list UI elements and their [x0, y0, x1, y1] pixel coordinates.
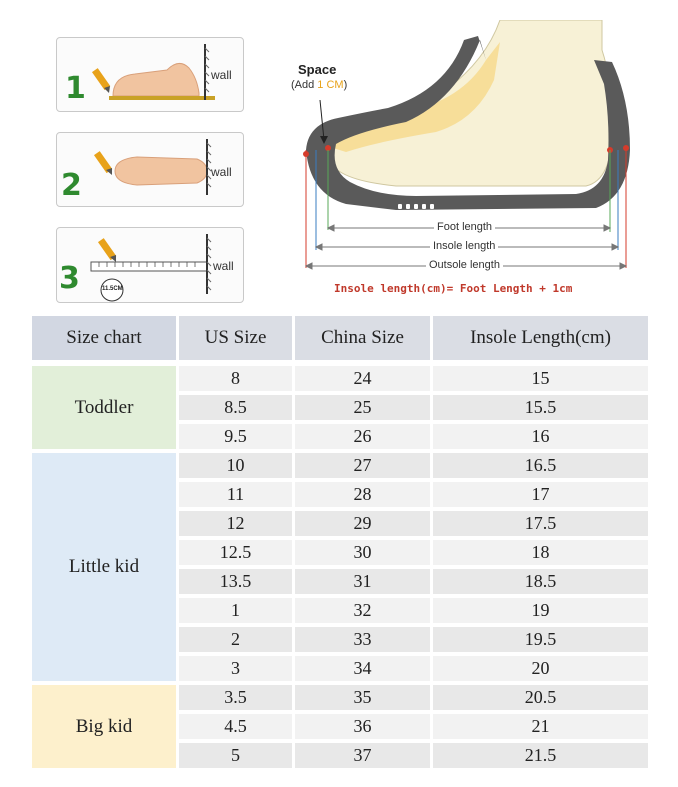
us-size-cell: 5 [179, 741, 292, 770]
china-size-cell: 29 [295, 509, 430, 538]
china-size-cell: 34 [295, 654, 430, 683]
group-label-big-kid: Big kid [32, 683, 176, 770]
us-size-cell: 8.5 [179, 393, 292, 422]
foot-top-icon [115, 157, 207, 185]
us-size-cell: 2 [179, 625, 292, 654]
us-size-cell: 1 [179, 596, 292, 625]
insole-length-cell: 18 [433, 538, 648, 567]
header-size-chart: Size chart [32, 316, 176, 364]
insole-formula: Insole length(cm)= Foot Length + 1cm [334, 282, 573, 295]
us-size-cell: 13.5 [179, 567, 292, 596]
insole-length-cell: 15.5 [433, 393, 648, 422]
step-3-panel [56, 227, 244, 303]
us-size-cell: 10 [179, 451, 292, 480]
china-size-cell: 30 [295, 538, 430, 567]
china-size-cell: 28 [295, 480, 430, 509]
insole-length-cell: 21.5 [433, 741, 648, 770]
table-row [32, 364, 648, 393]
china-size-cell: 27 [295, 451, 430, 480]
china-size-cell: 37 [295, 741, 430, 770]
group-label-little-kid: Little kid [32, 451, 176, 683]
insole-diagram [286, 20, 636, 305]
insole-length-cell: 18.5 [433, 567, 648, 596]
insole-length-cell: 17.5 [433, 509, 648, 538]
insole-length-cell: 20 [433, 654, 648, 683]
size-chart-table [29, 316, 651, 770]
table-header-row [32, 316, 648, 364]
insole-length-cell: 16.5 [433, 451, 648, 480]
insole-length-cell: 19.5 [433, 625, 648, 654]
insole-length-label: Insole length [430, 240, 498, 253]
insole-length-cell: 20.5 [433, 683, 648, 712]
space-subtitle [291, 79, 347, 91]
step-1-panel [56, 37, 244, 112]
ruler-icon [91, 262, 207, 271]
china-size-cell: 35 [295, 683, 430, 712]
china-size-cell: 31 [295, 567, 430, 596]
insole-length-cell: 17 [433, 480, 648, 509]
header-us-size: US Size [179, 316, 292, 364]
us-size-cell: 9.5 [179, 422, 292, 451]
china-size-cell: 33 [295, 625, 430, 654]
ruler-reading: 11.5CM [102, 286, 123, 292]
step-number: 2 [61, 168, 82, 203]
space-title: Space [298, 62, 337, 77]
pencil-icon [98, 238, 116, 262]
pencil-icon [92, 68, 110, 93]
us-size-cell: 11 [179, 480, 292, 509]
pencil-icon [94, 151, 112, 175]
step-number: 3 [59, 261, 80, 296]
us-size-cell: 4.5 [179, 712, 292, 741]
space-sub-highlight: 1 CM [317, 79, 344, 91]
foot-length-label: Foot length [434, 221, 495, 234]
us-size-cell: 12 [179, 509, 292, 538]
step-number: 1 [65, 71, 86, 106]
wall-label: wall [211, 68, 232, 82]
wall-label: wall [213, 259, 234, 273]
foot-side-icon [113, 63, 199, 96]
table-row [32, 683, 648, 712]
china-size-cell: 26 [295, 422, 430, 451]
us-size-cell: 3 [179, 654, 292, 683]
group-label-toddler: Toddler [32, 364, 176, 451]
outsole-length-label: Outsole length [426, 259, 503, 272]
header-insole-length: Insole Length(cm) [433, 316, 648, 364]
header-china-size: China Size [295, 316, 430, 364]
wall-label: wall [211, 165, 232, 179]
us-size-cell: 12.5 [179, 538, 292, 567]
insole-length-cell: 21 [433, 712, 648, 741]
china-size-cell: 32 [295, 596, 430, 625]
floor-line [109, 96, 215, 100]
china-size-cell: 25 [295, 393, 430, 422]
us-size-cell: 3.5 [179, 683, 292, 712]
insole-length-cell: 19 [433, 596, 648, 625]
china-size-cell: 24 [295, 364, 430, 393]
space-sub-suffix: ) [343, 79, 348, 91]
table-row [32, 451, 648, 480]
space-sub-prefix: (Add [291, 79, 318, 91]
china-size-cell: 36 [295, 712, 430, 741]
measurement-steps [56, 37, 244, 323]
insole-length-cell: 15 [433, 364, 648, 393]
us-size-cell: 8 [179, 364, 292, 393]
insole-length-cell: 16 [433, 422, 648, 451]
step-2-panel [56, 132, 244, 207]
